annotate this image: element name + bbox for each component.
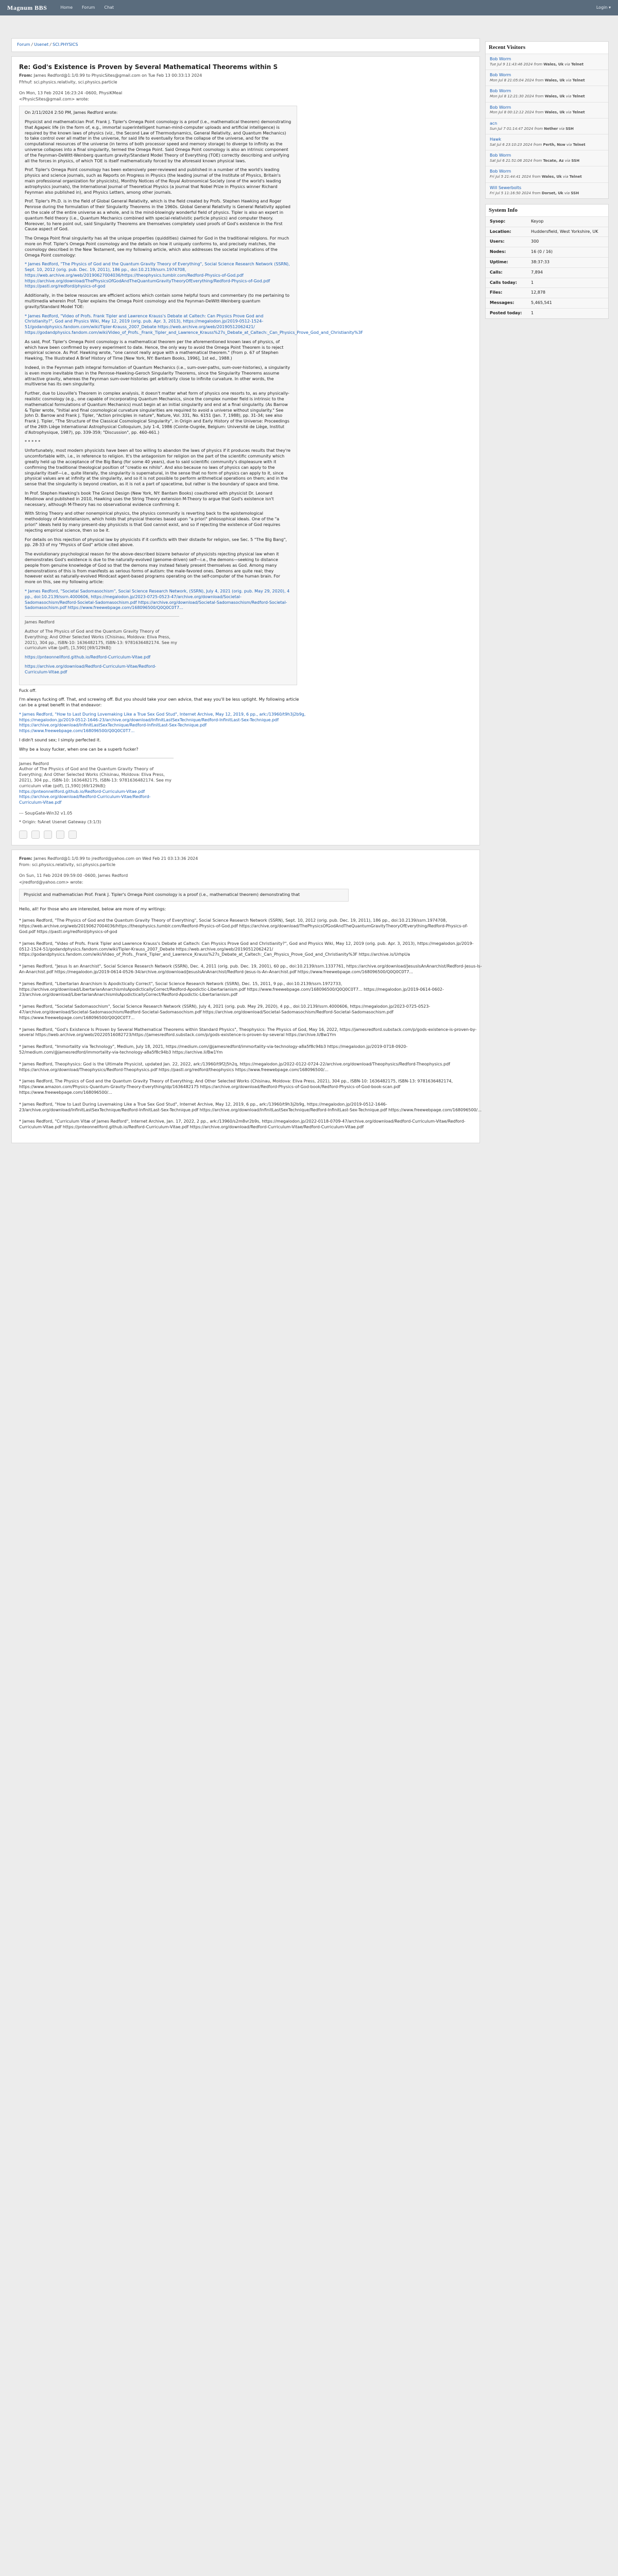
reference-item: * James Redford, Theophysics: God is the Ultimate Physicist, updated Jan. 22, 2022, ark:/13960/t9f2j5h2q, https://megalodon.jp/2022-0122-0724-22/archive.org/download/Theophysics/Redford-Theophysics.pdf https://archive.org/download/Theophysics/Redford-Theophysics.pdf https://pastl.org/redford/theophysics https://www.freewebpage.com/168096500/... — [19, 1061, 450, 1072]
system-info-title: System Info — [489, 207, 518, 213]
quote-header: On 2/11/2024 2:50 PM, James Redford wrote: — [25, 110, 118, 115]
intro-text: Hello, all! For those who are interested, below are more of my writings: — [19, 906, 166, 911]
reference-item: * James Redford, "God's Existence Is Proven by Several Mathematical Theorems within Standard Physics", Theophysics: The Physics of God, May 16, 2022, https://jamesredford.substack.com/p/gods-existence-is-proven-by-several https://web.archive.org/web/20220516082723/https://jamesredford.substack.com/p/gods-existence-is-proven-by-several https://archive.li/Bw1Ym — [19, 1027, 477, 1038]
system-info-value: 38:37:33 — [531, 259, 550, 264]
system-info-row — [486, 287, 608, 298]
share-icon[interactable] — [68, 831, 77, 839]
reference-item: * James Redford, The Physics of God and the Quantum Gravity Theory of Everything; And Other Selected Works (Chisinau, Moldova: Eliva Press, 2021), 304 pp., ISBN-10: 1636482175, ISBN-13: 9781636482174, https://www.amazon.com/Physics-Quantum-Gravity-Theory-Everything/dp/1636482175 https://archive.org/download/Redford-Physics-of-God-book/Redford-Physics-of-God-book-scan.pdf https://www.freewebpage.com/168096500/... — [19, 1079, 453, 1095]
system-info-value: 7,894 — [531, 269, 543, 275]
reference-list — [19, 906, 482, 1130]
reference-item: * James Redford, "Societal Sadomasochism", Social Science Research Network (SSRN), July 4, 2021 (orig. pub. May 29, 2020), 4 pp., doi:10.2139/ssrn.4000606, https://megalodon.jp/2023-0725-0523-47/archive.org/download/Societal-Sadomasochism/Redford-Societal-Sadomasochism.pdf https://archive.org/download/Societal-Sadomasochism/Redford-Societal-Sadomasochism.pdf https://www.freewebpage.com/168096500/Q0Q0C0T7... — [19, 1004, 431, 1020]
attribution-email[interactable]: <jredford@yahoo.com> wrote: — [19, 880, 83, 885]
system-info-value: Keyop — [531, 218, 544, 224]
quote-para: For details on this rejection of physical law by physicists if it conflicts with their distaste for religion, see Sec. 5 "The Big Bang", pp. 28-33 of my "Physics of God" article cited above. — [25, 537, 287, 548]
quote-para: Further, due to Liouville's Theorem in complex analysis, it doesn't matter what form of physics one resorts to, as any physically-realistic cosmology (e.g., one capable of incorporating Quantum Mechanics, since the complex number field is intrinsic to the mathematical formulations of Quantum Mechanics) must begin at an initial singularity and end at a final singularity. (As Barrow & Tipler wrote, "Initial and final cosmological curvature singularities are required to avoid a universe without singularity." See John D. Barrow and Frank J. Tipler, "Action principles in nature", Nature, Vol. 331, No. 6151 (Jan. 7, 1988), pp. 31-34; see also Frank J. Tipler, "The Structure of the Classical Cosmological Singularity", in Origin and Early History of the Universe: Proceedings of the 26th Liège International Astrophysical Colloquium, July 1-4, 1986 (Cointe-Ougrée, Belgium: Université de Liège, Institut d'Astrophysique, 1987), pp. 339-359; "Discussion", pp. 460-461.) — [25, 391, 289, 435]
system-info-key: Calls today: — [490, 280, 517, 285]
system-info-value: 5,465,541 — [531, 300, 552, 306]
site-logo[interactable]: Magnum BBS — [7, 4, 47, 11]
login-menu[interactable]: Login ▾ — [596, 5, 611, 10]
system-info-key: Users: — [490, 239, 505, 244]
quote-para: The Omega Point final singularity has all the unique properties (quiddities) claimed for God in the traditional religions. For much more on Prof. Tipler's Omega Point cosmology and the details on how it uniquely conforms to, and precisely matches, the cosmology described in the New Testament, see my following article, which also addresses the societal implications of the Omega Point cosmology: — [25, 236, 289, 258]
system-info-key: Sysop: — [490, 218, 506, 224]
system-info-key: Nodes: — [490, 249, 506, 255]
breadcrumb-forum[interactable]: Forum — [17, 42, 30, 47]
visitor-row — [486, 70, 608, 86]
system-info-row — [486, 308, 608, 318]
reply-para: * James Redford, "How to Last During Lovemaking Like a True Sex God Stud", Internet Archive, May 12, 2019, 6 pp., ark:/13960/t9h3j2b9g, https://megalodon.jp/2019-0512-1646-23/archive.org/download/InfinitLastSexTechnique/Redford-InfinitLast-Sex-Technique.pdf https://archive.org/download/InfinitLastSexTechnique/Redford-InfinitLast-Sex-Technique.pdf https://www.freewebpage.com/168096500/Q0Q0C0T7... — [19, 711, 306, 734]
quote-para: Physicist and mathematician Prof. Frank J. Tipler's Omega Point cosmology is a proof (i.e., mathematical theorem) demonstrating that Agapeic life (in the form of, e.g., immortal superintelligent human-mind-computer uploads and artificial intelligence) is required by the known laws of physics (viz., the Second Law of Thermodynamics, General Relativity, and Quantum Mechanics) to take control over all matter in the universe, for said life to eventually force the collapse of the universe, and for the computational resources of the universe (in terms of both processor speed and memory storage) to diverge to infinity as the universe collapses into a final singularity, termed the Omega Point. Said Omega Point cosmology is also an intrinsic component of the Feynman-DeWitt-Weinberg quantum gravity/Standard Model Theory of Everything (TOE) correctly describing and unifying all the forces in physics, of which TOE is itself mathematically forced by the aforesaid known physical laws. — [25, 119, 291, 163]
visitor-row — [486, 134, 608, 150]
message-card — [11, 56, 480, 845]
system-info-row — [486, 236, 608, 247]
visitor-row — [486, 86, 608, 101]
system-info-row — [486, 278, 608, 288]
sidebar — [485, 41, 609, 324]
message-newsgroups: From: sci.physics.relativity, sci.physics.particle — [19, 862, 116, 868]
quote-para: Prof. Tipler's Omega Point cosmology has been extensively peer-reviewed and published in a number of the world's leading physics and science journals, such as Reports on Progress in Physics (the leading journal of the Institute of Physics, Britain's main professional organization for physicists), Monthly Notices of the Royal Astronomical Society (one of the world's leading astrophysics journals), the International Journal of Theoretical Physics (a journal that Nobel Prize in Physics winner Richard Feynman also published in), and Physics Letters, among other journals. — [25, 167, 281, 195]
visitor-detail: Tue Jul 9 11:43:46 2024 from Wales, Uk via Telnet — [490, 62, 584, 66]
recent-visitors-panel — [485, 41, 609, 199]
reply-icon[interactable] — [19, 831, 27, 839]
quote-para: * James Redford, "Video of Profs. Frank Tipler and Lawrence Krauss's Debate at Caltech: Can Physics Prove God and Christianity?", God and Physics Wiki, May 12, 2019 (orig. pub. Apr. 3, 2013), https://megalodon.jp/2019-0512-1524-51/godandphysics.fandom.com/wiki/Tipler-Krauss_2007_Debate https://web.archive.org/web/20190512062421/ https://godandphysics.fandom.com/wiki/Video_of_Profs._Frank_Tipler_and_Lawrence_Krauss%27s_Debate_at_Caltech:_Can_Physics_Prove_God_and_Christianity%3F — [25, 313, 364, 335]
top-nav — [60, 5, 596, 11]
quote-para: Indeed, in the Feynman path integral formulation of Quantum Mechanics (i.e., sum-over-paths, sum-over-histories), a singularity is even more inevitable than in the Penrose-Hawking-Geroch Singularity Theorems, since the Singularity Theorems assume attractive gravity, whereas the Feynman sum-over-histories get arbitrarily close to infinite curvature. In other words, the multiverse has its own singularity. — [25, 365, 290, 387]
reply-body — [19, 688, 472, 753]
system-info-row — [486, 216, 608, 227]
reference-item: * James Redford, "Libertarian Anarchism Is Apodictically Correct", Social Science Research Network (SSRN), Dec. 15, 2011, 9 pp., doi:10.2139/ssrn.1972733, https://archive.org/download/LibertarianAnarchismIsApodicticallyCorrect/Redford-Apodictic-Libertarianism.pdf https://www.freewebpage.com/168096500/Q0Q0C0T7... https://megalodon.jp/2019-0614-0602-23/archive.org/download/LibertarianAnarchismIsApodicticallyCorrect/Redford-Apodictic-Libertarianism.pdf — [19, 981, 444, 997]
visitor-row — [486, 118, 608, 134]
system-info-key: Calls: — [490, 269, 503, 275]
visitor-row — [486, 102, 608, 118]
main-column — [11, 38, 480, 1143]
reference-item: * James Redford, "Curriculum Vitæ of James Redford", Internet Archive, Jan. 17, 2022, 2 pp., ark:/13960/s2m8vr2b9s, https://megalodon.jp/2022-0118-0709-47/archive.org/download/Redford-Curriculum-Vitae/Redford-Curriculum-Vitae.pdf https://pnteonnellford.github.io/Redford-Curriculum-Vitae.pdf https://archive.org/download/Redford-Curriculum-Vitae/Redford-Curriculum-Vitae.pdf — [19, 1119, 466, 1130]
reference-item: * James Redford, "Video of Profs. Frank Tipler and Lawrence Krauss's Debate at Caltech: Can Physics Prove God and Christianity?", God and Physics Wiki, May 12, 2019 (orig. pub. Apr. 3, 2013), https://megalodon.jp/2019-0512-1524-51/godandphysics.fandom.com/wiki/Tipler-Krauss_2007_Debate https://web.archive.org/web/20190512062421/ https://godandphysics.fandom.com/wiki/Video_of_Profs._Frank_Tipler_and_Lawrence_Krauss%27s_Debate_at_Caltech:_Can_Physics_Prove_God_and_Christianity%3F https://archive.is/UrhpUa — [19, 941, 474, 957]
system-info-value: 16 (0 / 16) — [531, 249, 553, 255]
reference-item: * James Redford, "Immortality via Technology", Medium, July 18, 2021, https://medium.com/@jamesredford/immortality-via-technology-a8a5f8c94b3 https://megalodon.jp/2019-0718-0920-52/medium.com/@jamesredford/immortality-via-technology-a8a5f8c94b3 https://archive.li/Bw1Ym — [19, 1044, 408, 1055]
signature: James Redford Author of The Physics of God and the Quantum Gravity Theory of Everything; And Other Selected Works (Chisinau, Moldova: Eliva Press, 2021), 304 pp., ISBN-10: 1636482175, ISBN-13: 9781636482174. See my curriculum vitæ (pdf), [1,590] [69/129kB]: https://pnteonnellford.github.io/Redford-Curriculum-Vitae.pdf https://archive.org/download/Redford-Curriculum-Vitae/Redford-Curriculum-Vitae.pdf — [19, 758, 174, 806]
system-info-key: Location: — [490, 229, 511, 234]
breadcrumb-group[interactable]: SCI.PHYSICS — [53, 42, 78, 47]
system-info-value: Huddersfield, West Yorkshire, UK — [531, 229, 598, 234]
nav-forum[interactable]: Home — [60, 5, 73, 10]
nav-chat[interactable]: Chat — [104, 5, 114, 10]
visitor-detail: Mon Jul 8 12:21:30 2024 from Wales, Uk via Telnet — [490, 94, 585, 99]
message-from: From: James Redford@1:1/0.99 to PhysicSites@gmail.com on Tue Feb 13 00:33:13 2024 — [19, 73, 202, 78]
reply-para: I'm always fucking off. That, and screwing off. But you should take your own advice, that way you'll be less uptight. My following article can be a great benefit in that endeavor: — [19, 697, 299, 708]
quote-para: Additionally, in the below resources are efficient actions which contain some helpful tours and commentary (to me pertaining to multimedia wherein Prof. Tipler explains the Omega Point cosmology and the Feynman-DeWitt-Weinberg quantum gravity/Standard Model TOE: — [25, 293, 290, 309]
breadcrumb-usenet[interactable]: Usenet — [34, 42, 49, 47]
visitor-row — [486, 182, 608, 198]
visitor-detail: Fri Jul 5 11:16:50 2024 from Dorset, Uk via SSH — [490, 191, 579, 195]
system-info-row — [486, 298, 608, 308]
message-actions — [19, 831, 472, 839]
visitor-detail: Sun Jul 7 01:14:47 2024 from Nether via SSH — [490, 126, 574, 131]
message-from: From: James Redford@1:1/0.99 to jredford@yahoo.com on Wed Feb 21 03:13:36 2024 — [19, 856, 198, 861]
message-card-2 — [11, 850, 480, 1143]
origin-line: * Origin: fsAnet Usenet Gateway (3:1/3) — [19, 819, 101, 824]
visitor-detail: Sat Jul 6 23:10:23 2024 from Perth, Nsw via Telnet — [490, 142, 586, 147]
breadcrumb: Forum / Usenet / SCI.PHYSICS — [11, 38, 480, 52]
system-info-key: Posted today: — [490, 310, 522, 315]
message-title: Re: God's Existence is Proven by Several Mathematical Theorems within S — [19, 63, 278, 71]
reply-para: Why be a lousy fucker, when one can be a superb fucker? — [19, 747, 139, 752]
visitor-detail: Fri Jul 5 21:44:41 2024 from Wales, Uk via Telnet — [490, 175, 582, 179]
system-info-value: 1 — [531, 280, 534, 285]
system-info-value: 12,878 — [531, 290, 545, 295]
system-info-panel — [485, 204, 609, 319]
quote-para: Prof. Tipler's Ph.D. is in the field of Global General Relativity, which is the field created by Profs. Stephen Hawking and Roger Penrose during the formulation of their Singularity Theorems in the 1960s. Global General Relativity is General Relativity applied on the scale of the entire universe as a whole, and is the mind-blowingly wonderful field of physics. Tipler is also an expert in quantum field theory (i.e., Quantum Mechanics combined with special-relativistic particle physics) and computer theory. Moreover, to here point out, said Singularity Theorems are themselves completely used proofs of God's existence in the First Cause aspect of God. — [25, 199, 290, 232]
attribution-email[interactable]: <PhysicSites@gmail.com> wrote: — [19, 97, 90, 102]
system-info-key: Uptime: — [490, 259, 508, 264]
quote-icon[interactable] — [31, 831, 40, 839]
quoted-signature: James Redford Author of The Physics of God and the Quantum Gravity Theory of Everything; And Other Selected Works (Chisinau, Moldova: Eliva Press, 2021), 304 pp., ISBN-10: 1636482175, ISBN-13: 9781636482174. See my curriculum vitæ (pdf), [1,590] [69/129kB]: https://pnteonnellford.github.io/Redford-Curriculum-Vitae.pdf https://archive.org/download/Redford-Curriculum-Vitae/Redford-Curriculum-Vitae.pdf — [25, 616, 179, 675]
recent-visitors-title: Recent Visitors — [489, 44, 526, 50]
quote-para: * * * * * — [25, 439, 41, 444]
visitor-name[interactable]: Bob Worm — [490, 169, 511, 174]
print-icon[interactable] — [56, 831, 64, 839]
quote-para: With String Theory and other nonempirical physics, the physics community is reverting back to the epistemological methodology of Aristotelianism, which holds that physical theories based upon "a priori" philosophical ideals. One of the "a priori" ideals held by many present-day physicists is that God cannot exist, and so if rejecting the existence of God requires rejecting empirical science, then so be it. — [25, 511, 281, 533]
system-info-row — [486, 257, 608, 267]
attribution-line: On Sun, 11 Feb 2024 09:59:00 -0600, James Redford — [19, 873, 128, 878]
forward-icon[interactable] — [44, 831, 52, 839]
attribution-line: On Mon, 13 Feb 2024 16:23:24 -0600, PhysiKMeal — [19, 90, 123, 95]
nav-files[interactable]: Forum — [81, 5, 95, 10]
visitor-name[interactable]: Bob Worm — [490, 73, 511, 78]
visitor-row — [486, 166, 608, 182]
quoted-message — [19, 106, 364, 685]
system-info-row — [486, 267, 608, 278]
visitor-name[interactable]: Hawk — [490, 137, 502, 142]
visitor-row — [486, 150, 608, 166]
visitor-name[interactable]: Bob Worm — [490, 153, 511, 158]
visitor-detail: Mon Jul 8 00:12:12 2024 from Wales, Uk via Telnet — [490, 110, 585, 115]
top-navbar — [0, 0, 618, 15]
system-info-value: 1 — [531, 310, 534, 315]
visitor-name[interactable]: Bob Worm — [490, 89, 511, 94]
visitor-name[interactable]: acn — [490, 121, 497, 126]
system-info-row — [486, 227, 608, 237]
quote-para: * James Redford, "Societal Sadomasochism", Social Science Research Network, (SSRN), July 4, 2021 (orig. pub. May 29, 2020), 4 pp., doi:10.2139/ssrn.4000606, https://megalodon.jp/2023-0725-0523-47/archive.org/download/Societal-Sadomasochism/Redford-Societal-Sadomasochism.pdf https://archive.org/download/Societal-Sadomasochism/Redford-Societal-Sadomasochism.pdf https://www.freewebpage.com/168096500/Q0Q0C0T7... — [25, 588, 290, 611]
reply-open-quote: Fuck off. — [19, 688, 37, 693]
visitor-detail: Sat Jul 6 21:51:06 2024 from Tecate, Az via SSH — [490, 159, 580, 163]
system-info-key: Messages: — [490, 300, 514, 306]
visitor-name[interactable]: Bob Worm — [490, 105, 511, 110]
quote-para: In Prof. Stephen Hawking's book The Grand Design (New York, NY: Bantam Books) coauthored with physicist Dr. Leonard Mlodinow and published in 2010, Hawking uses the String Theory extension M-Theory to argue that God's existence isn't necessary, although M-Theory has no observational evidence confirming it. — [25, 490, 274, 507]
system-info-row — [486, 247, 608, 257]
visitor-name[interactable]: Will Sewerbolts — [490, 185, 522, 190]
reference-item: * James Redford, "How to Last During Lovemaking Like a True Sex God Stud", Internet Archive, May 12, 2019, 6 pp., ark:/13960/t9h3j2b9g, https://megalodon.jp/2019-0512-1646-23/archive.org/download/InfinitLastSexTechnique/Redford-InfinitLast-Sex-Technique.pdf https://archive.org/download/InfinitLastSexTechnique/Redford-InfinitLast-Sex-Technique.pdf https://www.freewebpage.com/168096500/... — [19, 1101, 482, 1112]
visitor-row — [486, 54, 608, 70]
message-newsgroups: Ffrhuf: sci.physics.relativity, sci.physics.particle — [19, 79, 117, 84]
system-info-value: 300 — [531, 239, 539, 244]
system-info-key: Files: — [490, 290, 503, 295]
visitor-name[interactable]: Bob Worm — [490, 56, 511, 61]
reference-item: * James Redford, "Jesus Is an Anarchist", Social Science Research Network (SSRN), Dec. 4, 2011 (orig. pub. Dec. 19, 2001), 60 pp., doi:10.2139/ssrn.1337761, https://archive.org/download/JesusIsAnAnarchist/Redford-Jesus-Is-An-Anarchist.pdf https://megalodon.jp/2019-0614-0526-34/archive.org/download/JesusIsAnAnarchist/Redford-Jesus-Is-An-Anarchist.pdf https://www.freewebpage.com/168096500/Q0Q0C0T7... — [19, 964, 482, 974]
quote-para: * James Redford, "The Physics of God and the Quantum Gravity Theory of Everything", Social Science Research Network (SSRN), Sept. 10, 2012 (orig. pub. Dec. 19, 2011), 186 pp., doi:10.2139/ssrn.1974708, https://web.archive.org/web/20190627004036/https://theophysics.tumblr.com/Redford-Physics-of-God.pdf https://archive.org/download/ThePhysicsOfGodAndTheQuantumGravityTheoryOfEverything/Redford-Physics-of-God.pdf https://pastl.org/redford/physics-of-god — [25, 262, 290, 289]
quote-para: Unfortunately, most modern physicists have been all too willing to abandon the laws of physics if it produces results that they're uncomfortable with, i.e., in reference to religion. It's the antagonism for religion on the part of the scientific community which greatly held up the acceptance of the Big Bang (for some 40 years), due to said scientific community's displeasure with it confirming the traditional theological position of "creatio ex nihilo". And also because no laws of physics can apply to the singularity itself—i.e., quite literally, the singularity is supernatural, in the sense that no form of physics can apply to it, since physical values are at infinity at the singularity, and so it is not possible to perform arithmetical operations on them; and in the sense that the singularity is beyond creation, as it is not a part of spacetime, but rather is the boundary of space and time. — [25, 448, 291, 487]
reference-item: * James Redford, "The Physics of God and the Quantum Gravity Theory of Everything", Social Science Research Network (SSRN), Sept. 10, 2012 (orig. pub. Dec. 19, 2011), 186 pp., doi:10.2139/ssrn.1974708, https://web.archive.org/web/20190627004036/https://theophysics.tumblr.com/Redford-Physics-of-God.pdf https://archive.org/download/ThePhysicsOfGodAndTheQuantumGravityTheoryOfEverything/Redford-Physics-of-God.pdf https://pastl.org/redford/physics-of-god — [19, 918, 468, 935]
reply-para: I didn't sound sex; I simply perfected it. — [19, 738, 101, 743]
quote-para: The evolutionary psychological reason for the above-described bizarre behavior of physicists rejecting physical law when it demonstrates God's existence is due to the naturally-evolved (genome-driven) self—i.e., the demons—seeking to distance people from genuine knowledge of God so that the demons may instead falsely present themselves as God. Among many demonstrations of this is from manifests as serious forms of autism: the male-favored ones. Demons are quite real; they however exist as naturally-evolved Mindcast agent-based programs operating on the self-computer of the human brain. For more on this, see my following article: — [25, 552, 280, 585]
visitor-detail: Mon Jul 8 21:05:04 2024 from Wales, Uk via Telnet — [490, 78, 585, 82]
tearline: --- SoupGate-Win32 v1.05 — [19, 811, 73, 816]
quoted-message: Physicist and mathematician Prof. Frank J. Tipler's Omega Point cosmology is a proof (i.e., mathematical theorem) demonstrating that — [19, 889, 349, 902]
quote-para: As said, Prof. Tipler's Omega Point cosmology is a mathematical theorem per the aforementioned known laws of physics, of which have been confirmed by every experiment to date. Hence, the only way to avoid the Omega Point Theorem is to reject empirical science. As Prof. Hawking wrote, "one cannot really argue with a mathematical theorem." (From p. 67 of Stephen Hawking, The Illustrated A Brief History of Time [New York, NY: Bantam Books, 1996], 1st ed., 1988.) — [25, 339, 284, 361]
